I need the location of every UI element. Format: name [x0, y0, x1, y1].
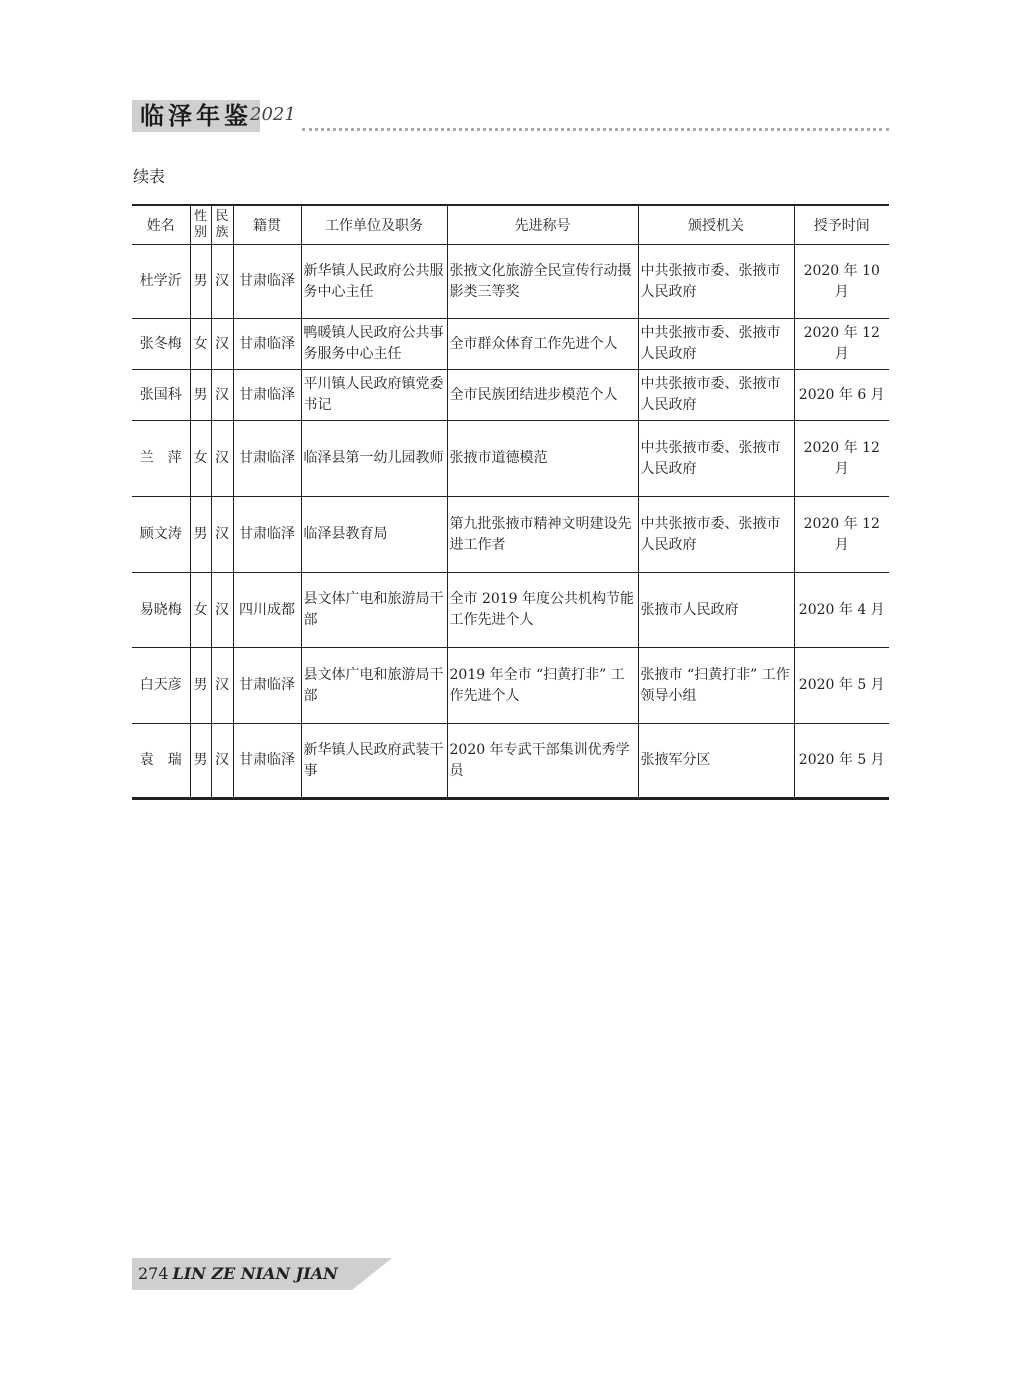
cell-unit-position: 县文体广电和旅游局干部 — [301, 648, 447, 724]
awards-table — [132, 204, 889, 800]
cell-name: 兰 萍 — [132, 421, 190, 497]
cell-ethnicity: 汉 — [211, 724, 233, 799]
cell-gender: 男 — [190, 370, 211, 421]
cell-native-place: 甘肃临泽 — [233, 497, 301, 573]
cell-gender: 男 — [190, 245, 211, 319]
table-row — [132, 370, 889, 421]
running-title: LIN ZE NIAN JIAN — [172, 1264, 338, 1283]
cell-native-place: 甘肃临泽 — [233, 245, 301, 319]
cell-name: 杜学沂 — [132, 245, 190, 319]
col-header-name: 姓名 — [132, 205, 190, 245]
col-header-awarding-body: 颁授机关 — [638, 205, 794, 245]
cell-award-date: 2020 年 5 月 — [794, 724, 889, 799]
table-row — [132, 421, 889, 497]
cell-ethnicity: 汉 — [211, 370, 233, 421]
cell-native-place: 甘肃临泽 — [233, 319, 301, 370]
cell-gender: 女 — [190, 421, 211, 497]
col-header-native-place: 籍贯 — [233, 205, 301, 245]
cell-native-place: 甘肃临泽 — [233, 421, 301, 497]
footer-text — [138, 1264, 338, 1283]
cell-honor-title: 张掖文化旅游全民宣传行动摄影类三等奖 — [447, 245, 638, 319]
cell-unit-position: 临泽县第一幼儿园教师 — [301, 421, 447, 497]
cell-gender: 女 — [190, 319, 211, 370]
cell-unit-position: 临泽县教育局 — [301, 497, 447, 573]
table-row — [132, 245, 889, 319]
cell-honor-title: 全市民族团结进步模范个人 — [447, 370, 638, 421]
cell-awarding-body: 张掖市 “扫黄打非” 工作领导小组 — [638, 648, 794, 724]
cell-award-date: 2020 年 5 月 — [794, 648, 889, 724]
page-footer — [132, 1258, 392, 1290]
table-row — [132, 319, 889, 370]
cell-honor-title: 张掖市道德模范 — [447, 421, 638, 497]
table-row — [132, 573, 889, 648]
cell-awarding-body: 中共张掖市委、张掖市人民政府 — [638, 497, 794, 573]
cell-name: 顾文涛 — [132, 497, 190, 573]
cell-honor-title: 第九批张掖市精神文明建设先进工作者 — [447, 497, 638, 573]
cell-unit-position: 新华镇人民政府公共服务中心主任 — [301, 245, 447, 319]
cell-unit-position: 鸭暖镇人民政府公共事务服务中心主任 — [301, 319, 447, 370]
cell-ethnicity: 汉 — [211, 497, 233, 573]
cell-name: 张冬梅 — [132, 319, 190, 370]
cell-name: 张国科 — [132, 370, 190, 421]
cell-unit-position: 新华镇人民政府武装干事 — [301, 724, 447, 799]
cell-ethnicity: 汉 — [211, 421, 233, 497]
cell-native-place: 甘肃临泽 — [233, 724, 301, 799]
cell-unit-position: 县文体广电和旅游局干部 — [301, 573, 447, 648]
running-header — [132, 100, 889, 134]
cell-ethnicity: 汉 — [211, 245, 233, 319]
cell-honor-title: 2020 年专武干部集训优秀学员 — [447, 724, 638, 799]
cell-native-place: 四川成都 — [233, 573, 301, 648]
col-header-unit-position: 工作单位及职务 — [301, 205, 447, 245]
cell-gender: 女 — [190, 573, 211, 648]
col-header-award-date: 授予时间 — [794, 205, 889, 245]
cell-awarding-body: 中共张掖市委、张掖市人民政府 — [638, 370, 794, 421]
cell-award-date: 2020 年 12 月 — [794, 319, 889, 370]
col-header-honor-title: 先进称号 — [447, 205, 638, 245]
cell-ethnicity: 汉 — [211, 319, 233, 370]
cell-gender: 男 — [190, 497, 211, 573]
cell-awarding-body: 张掖军分区 — [638, 724, 794, 799]
col-header-ethnicity: 民族 — [211, 205, 233, 245]
cell-awarding-body: 中共张掖市委、张掖市人民政府 — [638, 319, 794, 370]
cell-name: 袁 瑞 — [132, 724, 190, 799]
cell-name: 白天彦 — [132, 648, 190, 724]
table-row — [132, 724, 889, 799]
cell-award-date: 2020 年 4 月 — [794, 573, 889, 648]
cell-honor-title: 全市 2019 年度公共机构节能工作先进个人 — [447, 573, 638, 648]
yearbook-title: 临泽年鉴 — [132, 100, 260, 132]
cell-unit-position: 平川镇人民政府镇党委书记 — [301, 370, 447, 421]
col-header-gender: 性别 — [190, 205, 211, 245]
footer-bar-tip — [352, 1258, 392, 1290]
cell-awarding-body: 中共张掖市委、张掖市人民政府 — [638, 245, 794, 319]
page-number: 274 — [138, 1264, 169, 1283]
cell-native-place: 甘肃临泽 — [233, 370, 301, 421]
cell-gender: 男 — [190, 724, 211, 799]
table-row — [132, 497, 889, 573]
cell-award-date: 2020 年 6 月 — [794, 370, 889, 421]
cell-ethnicity: 汉 — [211, 573, 233, 648]
continued-table-label: 续表 — [133, 167, 166, 186]
cell-award-date: 2020 年 12 月 — [794, 497, 889, 573]
yearbook-year: 2021 — [250, 104, 296, 125]
cell-awarding-body: 张掖市人民政府 — [638, 573, 794, 648]
cell-award-date: 2020 年 12 月 — [794, 421, 889, 497]
cell-gender: 男 — [190, 648, 211, 724]
cell-ethnicity: 汉 — [211, 648, 233, 724]
cell-award-date: 2020 年 10 月 — [794, 245, 889, 319]
cell-name: 易晓梅 — [132, 573, 190, 648]
header-dotted-rule — [302, 128, 889, 131]
table-header-row — [132, 205, 889, 245]
cell-native-place: 甘肃临泽 — [233, 648, 301, 724]
cell-awarding-body: 中共张掖市委、张掖市人民政府 — [638, 421, 794, 497]
cell-honor-title: 全市群众体育工作先进个人 — [447, 319, 638, 370]
cell-honor-title: 2019 年全市 “扫黄打非” 工作先进个人 — [447, 648, 638, 724]
table-row — [132, 648, 889, 724]
